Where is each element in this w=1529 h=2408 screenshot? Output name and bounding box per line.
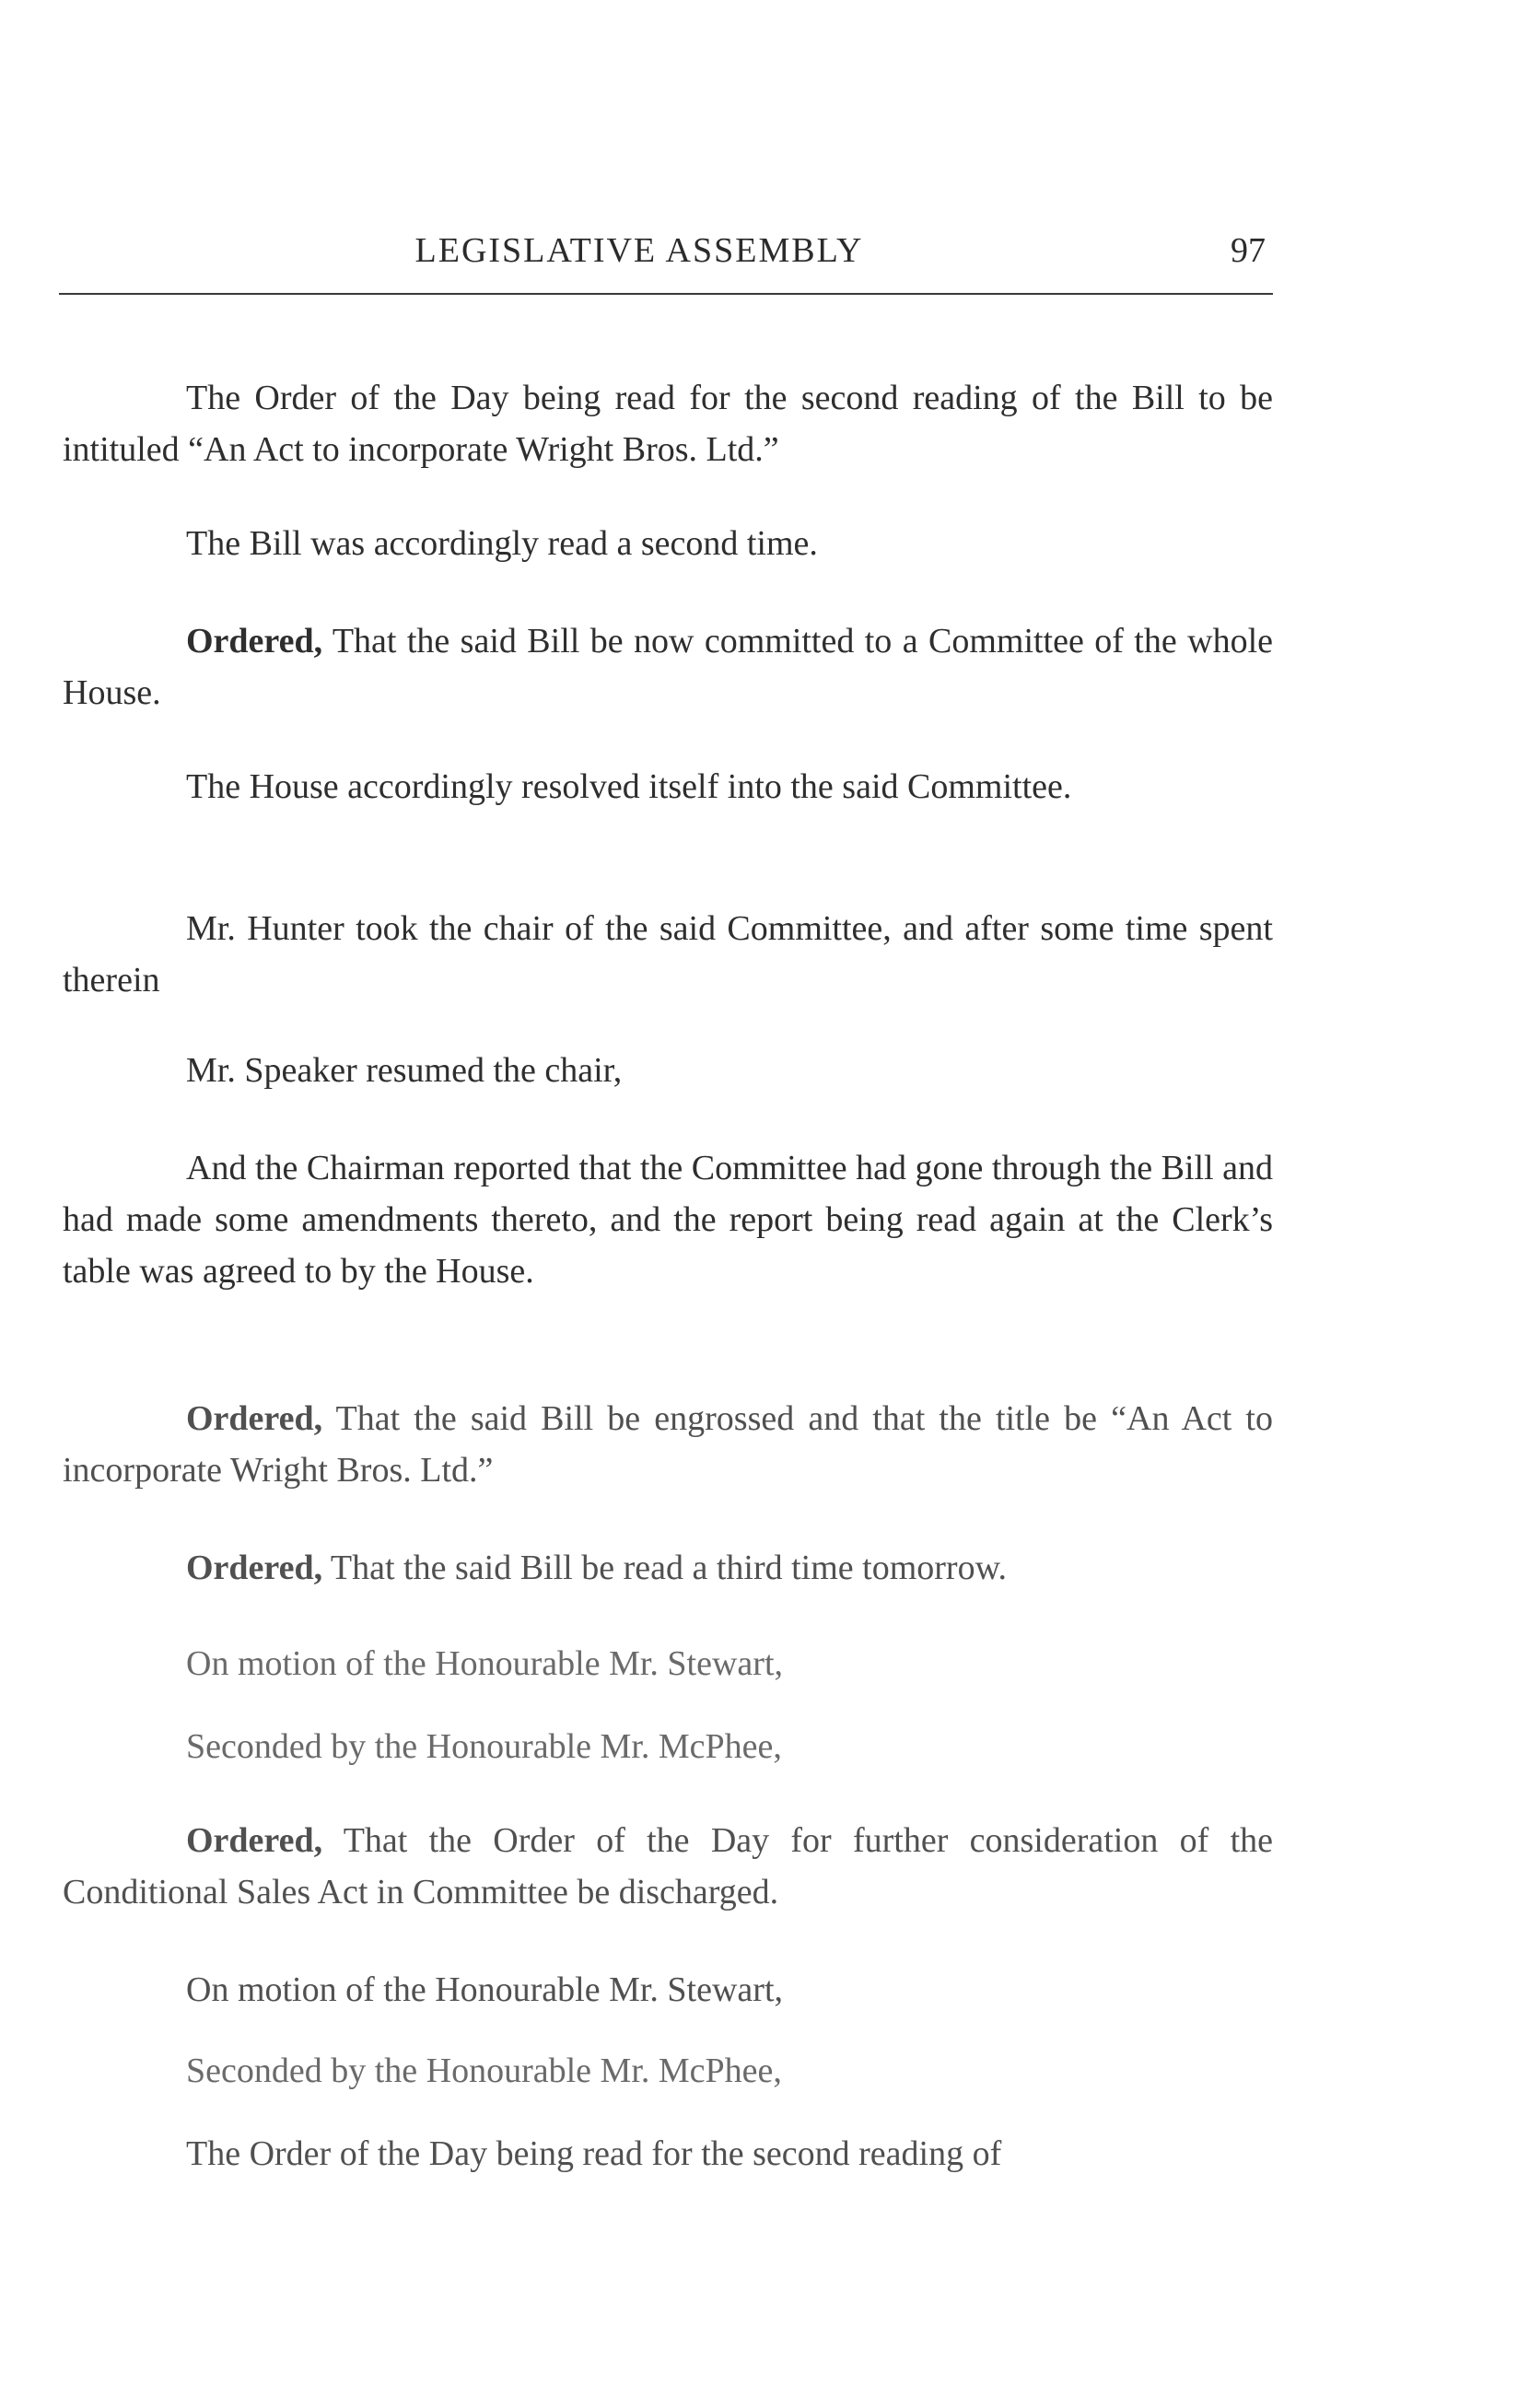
paragraph-text: The House accordingly resolved itself into the said Committee. xyxy=(186,767,1072,806)
paragraph-read-second-time xyxy=(63,518,1273,569)
paragraph-house-resolved xyxy=(63,761,1273,812)
running-header xyxy=(59,225,1273,280)
paragraph-text: And the Chairman reported that the Committee had gone through the Bill and had made some amendments thereto, and the report being read again at the Clerk’s table was agreed to by the House. xyxy=(63,1149,1273,1291)
paragraph-text: That the said Bill be read a third time tomorrow. xyxy=(322,1549,1008,1587)
paragraph-text: Seconded by the Honourable Mr. McPhee, xyxy=(186,2051,782,2090)
paragraph-text: Mr. Hunter took the chair of the said Committee, and after some time spent therein xyxy=(63,909,1273,999)
paragraph-text: That the said Bill be now committed to a Committee of the whole House. xyxy=(63,622,1273,712)
ordered-lead: Ordered, xyxy=(186,1821,323,1860)
ordered-lead: Ordered, xyxy=(186,1399,323,1438)
paragraph-chairman-reported xyxy=(63,1142,1273,1297)
paragraph-seconded-mcphee xyxy=(63,1721,1273,1772)
page-number: 97 xyxy=(1231,231,1266,270)
header-title: LEGISLATIVE ASSEMBLY xyxy=(414,231,864,270)
paragraph-text: Seconded by the Honourable Mr. McPhee, xyxy=(186,1727,782,1766)
paragraph-ordered-engrossed xyxy=(63,1393,1273,1496)
paragraph-text: On motion of the Honourable Mr. Stewart, xyxy=(186,1970,784,2009)
paragraph-second-reading-continued xyxy=(63,2128,1273,2180)
paragraph-seconded-mcphee-2 xyxy=(63,2045,1273,2097)
paragraph-second-reading xyxy=(63,372,1273,475)
paragraph-ordered-discharged xyxy=(63,1815,1273,1918)
paragraph-speaker-resumed xyxy=(63,1045,1273,1096)
paragraph-text: The Order of the Day being read for the second reading of the Bill to be intituled “An Act to incorporate Wright Bros. Ltd.” xyxy=(63,379,1273,469)
paragraph-text: On motion of the Honourable Mr. Stewart, xyxy=(186,1644,784,1683)
paragraph-text: The Order of the Day being read for the second reading of xyxy=(186,2134,1002,2173)
paragraph-text: That the said Bill be engrossed and that the title be “An Act to incorporate Wright Bros. Ltd.” xyxy=(63,1399,1273,1490)
paragraph-ordered-committed xyxy=(63,615,1273,719)
paragraph-motion-stewart xyxy=(63,1638,1273,1689)
header-rule xyxy=(59,293,1273,295)
paragraph-ordered-third-reading xyxy=(63,1542,1273,1594)
paragraph-text: The Bill was accordingly read a second time. xyxy=(186,524,818,563)
ordered-lead: Ordered, xyxy=(186,1549,323,1587)
paragraph-motion-stewart-2 xyxy=(63,1964,1273,2016)
ordered-lead: Ordered, xyxy=(186,622,323,660)
paragraph-hunter-chair xyxy=(63,903,1273,1006)
paragraph-text: That the Order of the Day for further consideration of the Conditional Sales Act in Committee be discharged. xyxy=(63,1821,1273,1911)
paragraph-text: Mr. Speaker resumed the chair, xyxy=(186,1051,623,1090)
